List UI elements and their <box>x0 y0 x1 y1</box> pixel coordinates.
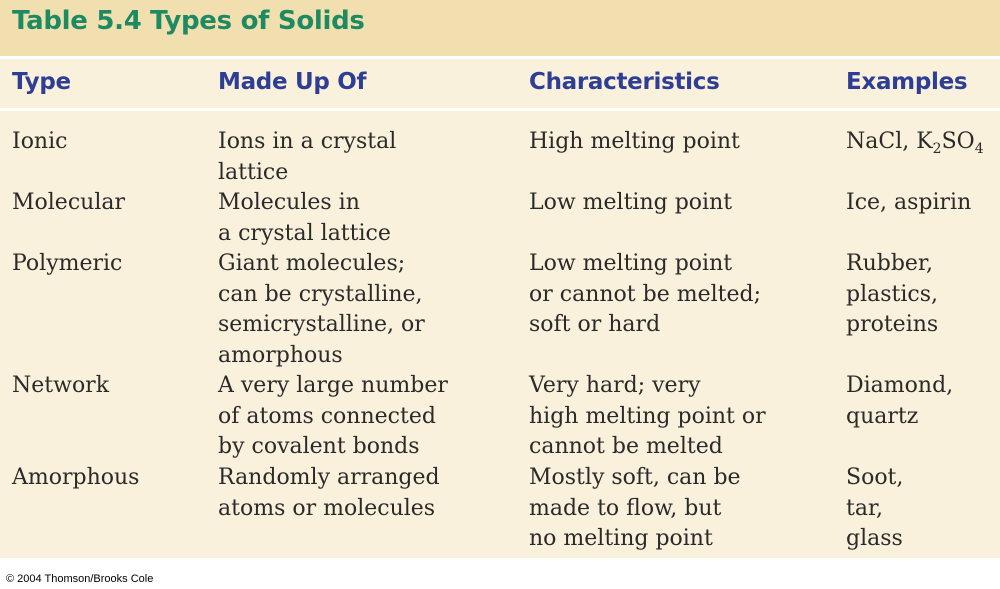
header-made-up-of: Made Up Of <box>218 69 367 95</box>
row-polymeric-examples: Rubber, plastics, proteins <box>846 251 939 338</box>
row-polymeric-characteristics: Low melting point or cannot be melted; soft or hard <box>529 251 761 338</box>
row-amorphous-type: Amorphous <box>12 465 140 490</box>
copyright-credit: © 2004 Thomson/Brooks Cole <box>6 573 154 585</box>
examples-text-part1: NaCl, K <box>846 129 933 154</box>
row-polymeric-type: Polymeric <box>12 251 123 276</box>
row-amorphous-made-up-of: Randomly arranged atoms or molecules <box>218 465 440 521</box>
header-examples: Examples <box>846 69 968 95</box>
row-polymeric-made-up-of: Giant molecules; can be crystalline, semicrystalline, or amorphous <box>218 251 425 368</box>
subscript-4: 4 <box>974 141 984 157</box>
row-network-characteristics: Very hard; very high melting point or cannot be melted <box>529 373 766 460</box>
subscript-2: 2 <box>932 141 942 157</box>
table-title: Types of Solids <box>150 6 365 36</box>
row-molecular-made-up-of: Molecules in a crystal lattice <box>218 190 391 246</box>
row-ionic-characteristics: High melting point <box>529 129 740 154</box>
row-molecular-characteristics: Low melting point <box>529 190 733 215</box>
row-molecular-type: Molecular <box>12 190 125 215</box>
row-amorphous-characteristics: Mostly soft, can be made to flow, but no melting point <box>529 465 741 552</box>
row-ionic-type: Ionic <box>12 129 68 154</box>
header-characteristics: Characteristics <box>529 69 720 95</box>
row-amorphous-examples: Soot, tar, glass <box>846 465 904 552</box>
examples-text-part2: SO <box>941 129 975 154</box>
row-molecular-examples: Ice, aspirin <box>846 190 972 215</box>
header-type: Type <box>12 69 71 95</box>
row-network-made-up-of: A very large number of atoms connected by covalent bonds <box>218 373 448 460</box>
row-network-examples: Diamond, quartz <box>846 373 954 429</box>
row-ionic-examples <box>846 127 984 158</box>
row-network-type: Network <box>12 373 110 398</box>
row-ionic-made-up-of: Ions in a crystal lattice <box>218 129 397 185</box>
table-number: Table 5.4 <box>12 6 142 36</box>
title-bar <box>0 0 1000 56</box>
